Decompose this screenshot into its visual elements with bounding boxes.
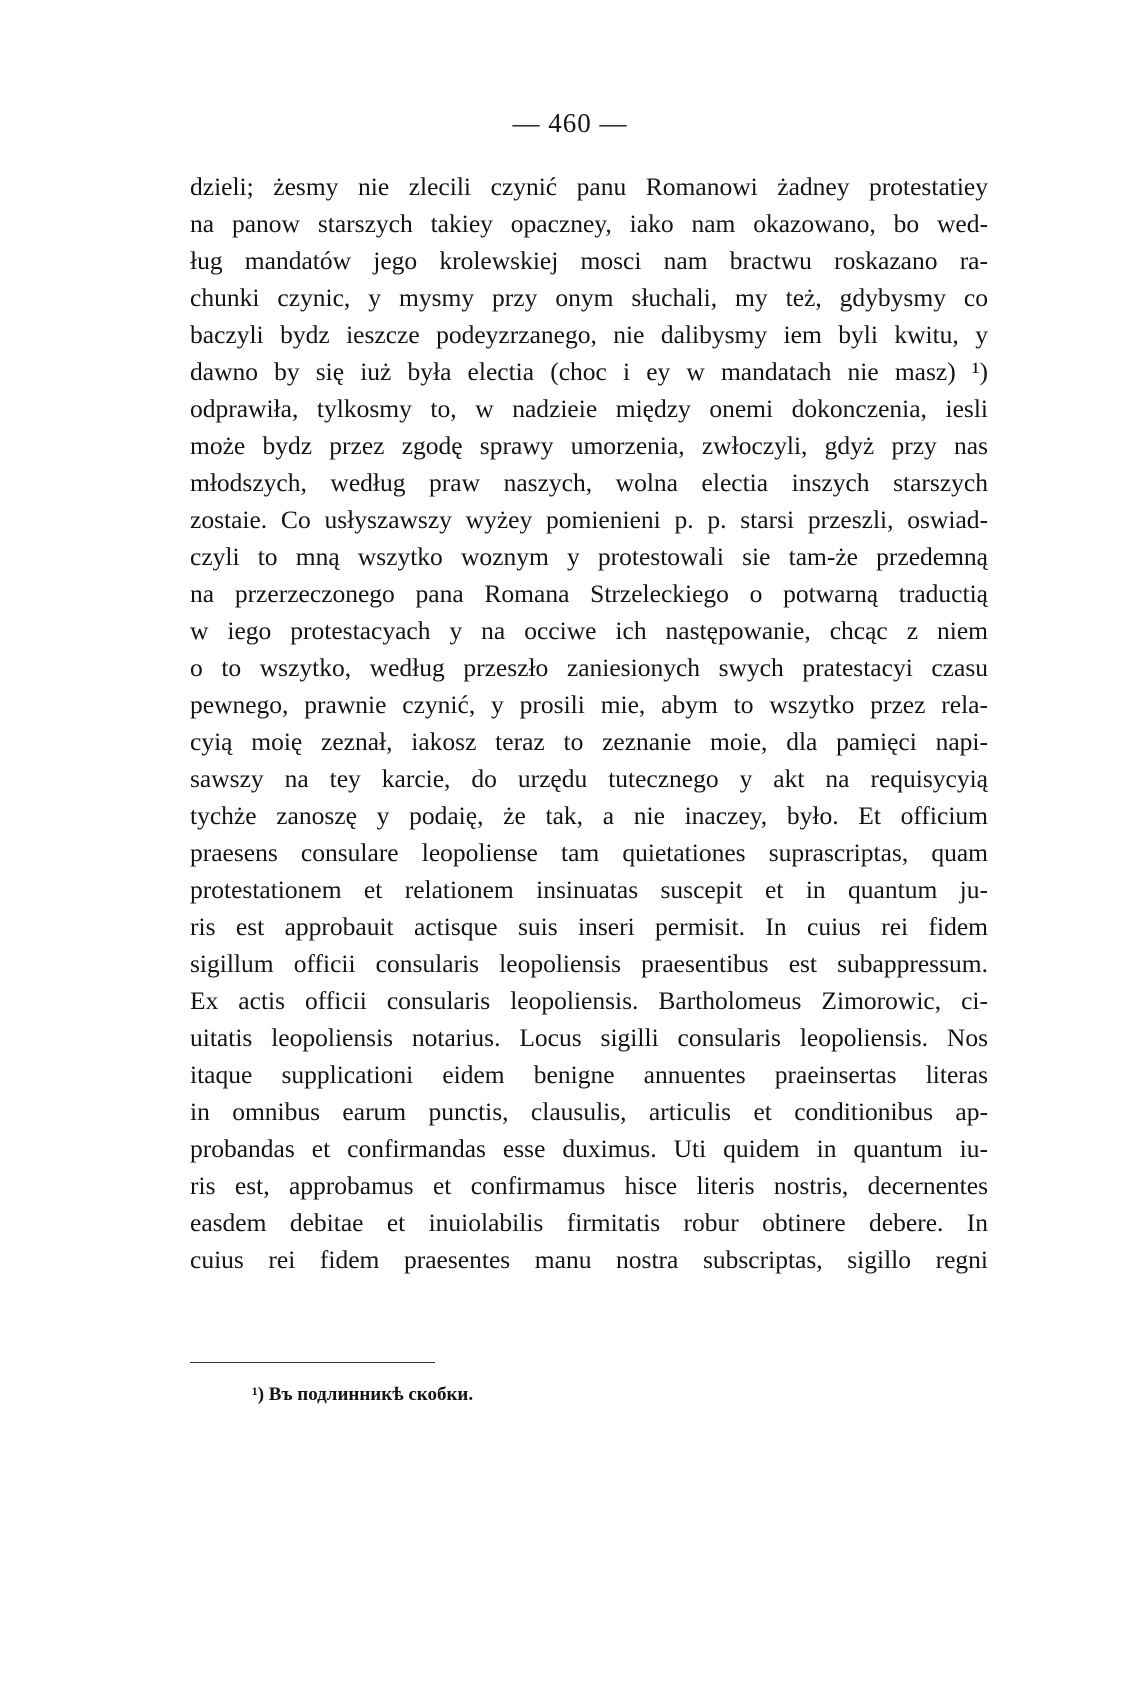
text-line: cuius rei fidem praesentes manu nostra subscriptas, sigillo regni	[190, 1245, 988, 1274]
text-line: sawszy na tey karcie, do urzędu tutecznego y akt na requisycyią	[190, 764, 988, 793]
text-line: chunki czynic, y mysmy przy onym słuchali, my też, gdybysmy co	[190, 283, 988, 312]
text-line: odprawiła, tylkosmy to, w nadzieie między onemi dokonczenia, iesli	[190, 394, 988, 423]
text-line: easdem debitae et inuiolabilis firmitatis robur obtinere debere. In	[190, 1208, 988, 1237]
footnote-divider	[190, 1362, 435, 1363]
text-line: protestationem et relationem insinuatas suscepit et in quantum ju-	[190, 875, 988, 904]
text-line: o to wszytko, według przeszło zaniesionych swych pratestacyi czasu	[190, 653, 988, 682]
text-line: zostaie. Co usłyszawszy wyżey pomienieni p. p. starsi przeszli, oswiad-	[190, 505, 988, 534]
footnote-text: Въ подлинникѣ скобки.	[268, 1384, 474, 1405]
footnote-marker: ¹)	[252, 1384, 265, 1405]
text-line: dzieli; żesmy nie zlecili czynić panu Romanowi żadney protestatiey	[190, 172, 988, 201]
text-line: młodszych, według praw naszych, wolna electia inszych starszych	[190, 468, 988, 497]
text-line: w iego protestacyach y na occiwe ich następowanie, chcąc z niem	[190, 616, 988, 645]
text-line: praesens consulare leopoliense tam quietationes suprascriptas, quam	[190, 838, 988, 867]
text-line: cyią moię zeznał, iakosz teraz to zeznanie moie, dla pamięci napi-	[190, 727, 988, 756]
footnote	[252, 1384, 473, 1406]
text-line: ris est approbauit actisque suis inseri permisit. In cuius rei fidem	[190, 912, 988, 941]
text-line: itaque supplicationi eidem benigne annuentes praeinsertas literas	[190, 1060, 988, 1089]
text-line: uitatis leopoliensis notarius. Locus sigilli consularis leopoliensis. Nos	[190, 1023, 988, 1052]
text-line: czyli to mną wszytko woznym y protestowali sie tam-że przedemną	[190, 542, 988, 571]
text-line: ris est, approbamus et confirmamus hisce literis nostris, decernentes	[190, 1171, 988, 1200]
body-text	[190, 168, 988, 1278]
text-line: na panow starszych takiey opaczney, iako nam okazowano, bo wed-	[190, 209, 988, 238]
text-line: sigillum officii consularis leopoliensis praesentibus est subappressum.	[190, 949, 988, 978]
text-line: może bydz przez zgodę sprawy umorzenia, zwłoczyli, gdyż przy nas	[190, 431, 988, 460]
text-line: dawno by się iuż była electia (choc i ey w mandatach nie masz) ¹)	[190, 357, 988, 386]
text-line: pewnego, prawnie czynić, y prosili mie, abym to wszytko przez rela-	[190, 690, 988, 719]
text-line: Ex actis officii consularis leopoliensis. Bartholomeus Zimorowic, ci-	[190, 986, 988, 1015]
page-number: — 460 —	[512, 108, 628, 138]
text-line: in omnibus earum punctis, clausulis, articulis et conditionibus ap-	[190, 1097, 988, 1126]
text-line: probandas et confirmandas esse duximus. Uti quidem in quantum iu-	[190, 1134, 988, 1163]
text-line: na przerzeczonego pana Romana Strzeleckiego o potwarną traductią	[190, 579, 988, 608]
text-line: tychże zanoszę y podaię, że tak, a nie inaczey, było. Et officium	[190, 801, 988, 830]
text-line: baczyli bydz ieszcze podeyzrzanego, nie dalibysmy iem byli kwitu, y	[190, 320, 988, 349]
text-line: ług mandatów jego krolewskiej mosci nam bractwu roskazano ra-	[190, 246, 988, 275]
